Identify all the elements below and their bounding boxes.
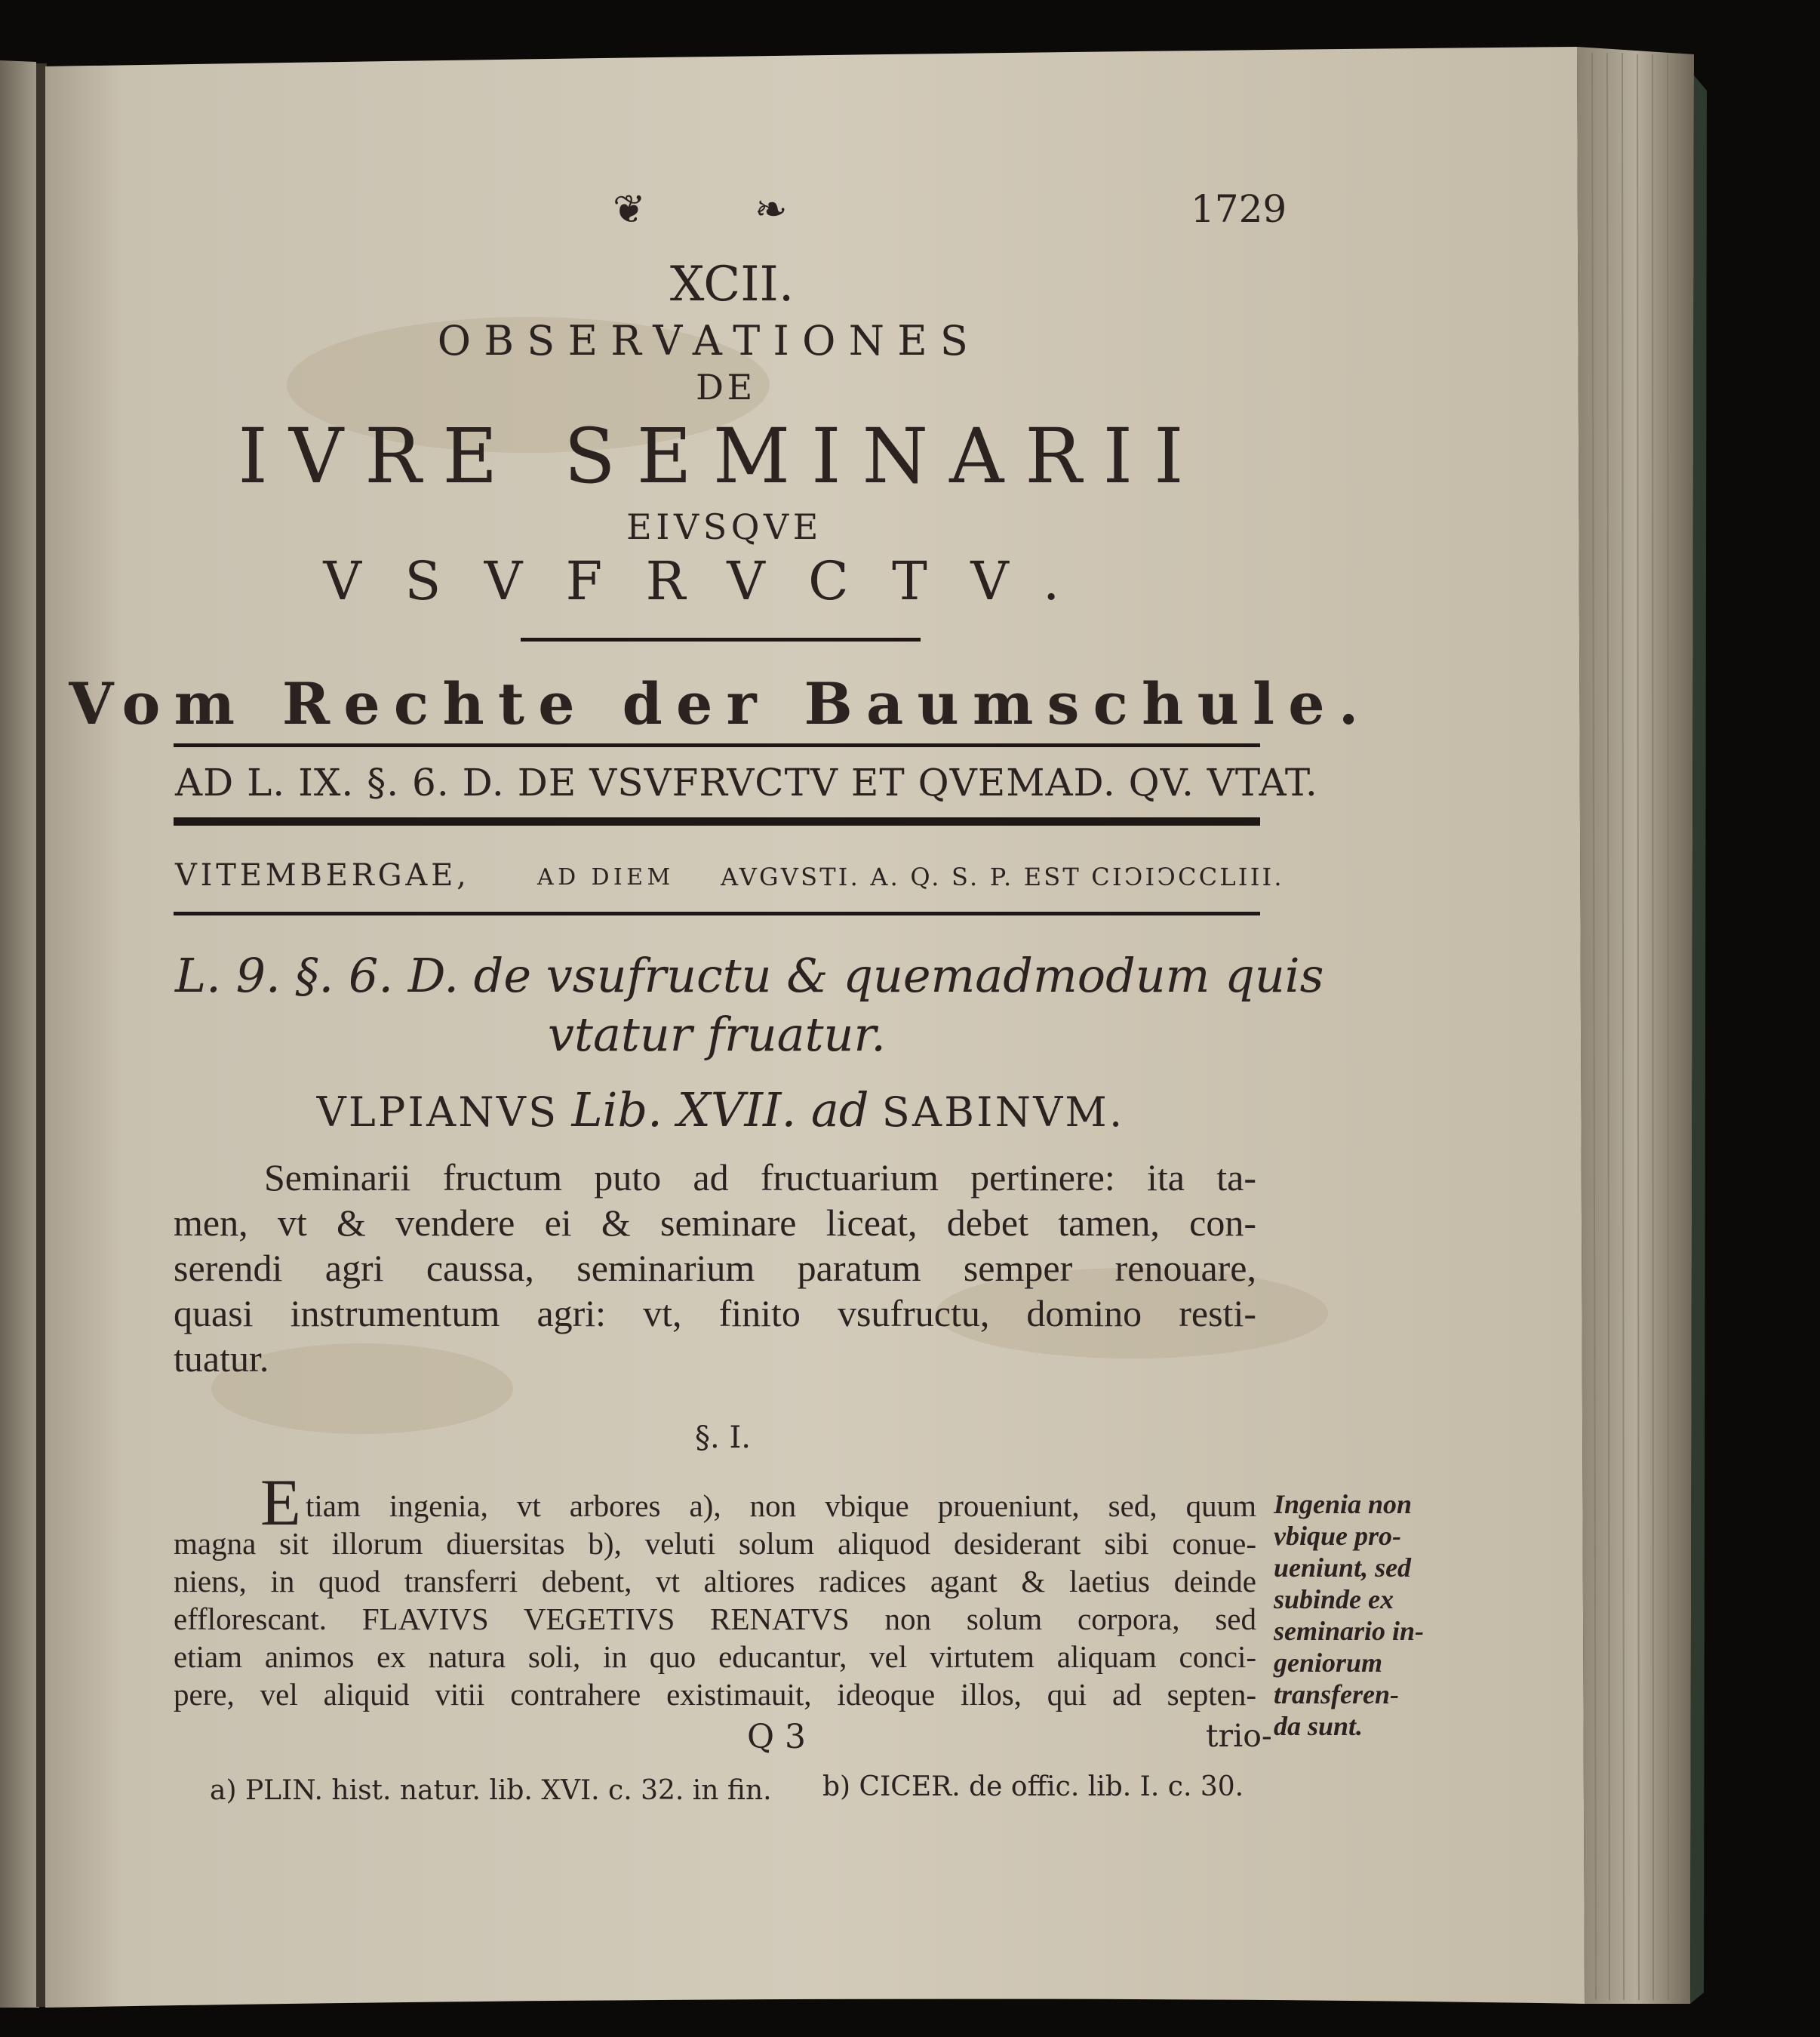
footnote-a: a) PLIN. hist. natur. lib. XVI. c. 32. in fin. (210, 1775, 772, 1806)
lex-title-line-1: L. 9. §. 6. D. de vsufructu & quemadmodum quis (175, 948, 1324, 1003)
signature-mark: Q 3 (747, 1718, 807, 1756)
lex-text-line: serendi agri caussa, seminarium paratum semper renouare, (174, 1247, 1256, 1289)
date-line: AVGVSTI. A. Q. S. P. EST CIↃIↃCCLIII. (721, 863, 1284, 891)
marginal-note-line: seminario in- (1274, 1616, 1425, 1646)
page-number: 1729 (1191, 187, 1287, 231)
ad-diem: AD DIEM (537, 864, 675, 891)
marginal-note-line: Ingenia non (1274, 1489, 1413, 1519)
footnote-b: b) CICER. de offic. lib. I. c. 30. (822, 1771, 1244, 1802)
author-book: Lib. XVII. ad (571, 1082, 869, 1137)
section-text-line: niens, in quod transferri debent, vt altiores radices agant & laetius deinde (174, 1564, 1256, 1599)
ornament-left-icon: ❦ (613, 187, 646, 232)
section-mark: §. I. (695, 1420, 751, 1455)
place-name: VITEMBERGAE, (175, 858, 470, 893)
lex-text-line: men, vt & vendere ei & seminare liceat, debet tamen, con- (174, 1202, 1256, 1244)
left-page (0, 60, 39, 2008)
author-sabinum: SABINVM. (881, 1088, 1125, 1136)
lex-text-line: quasi instrumentum agri: vt, finito vsufructu, domino resti- (174, 1292, 1256, 1334)
heading-observationes: OBSERVATIONES (437, 317, 982, 365)
ad-line: AD L. IX. §. 6. D. DE VSVFRVCTV ET QVEMAD. QV. VTAT. (175, 761, 1318, 805)
rule-bottom (174, 912, 1260, 915)
section-text-line: tiam ingenia, vt arbores a), non vbique proueniunt, sed, quum (306, 1488, 1256, 1523)
section-text-line: magna sit illorum diuersitas b), veluti solum aliquod desiderant sibi conue- (174, 1526, 1256, 1561)
author-name: VLPIANVS (316, 1088, 559, 1136)
author-line (316, 1082, 1125, 1137)
heading-eivsque: EIVSQVE (626, 506, 822, 547)
marginal-note-line: geniorum (1274, 1648, 1383, 1678)
ornament-right-icon: ❧ (755, 187, 788, 232)
catchword: trio- (1206, 1718, 1272, 1754)
marginal-note-line: subinde ex (1274, 1584, 1394, 1614)
lex-text-line: tuatur. (174, 1337, 269, 1380)
short-rule (521, 638, 921, 642)
german-title: Vom Rechte der Baumschule. (69, 670, 1373, 737)
heading-ivre-seminarii: IVRE SEMINARII (238, 412, 1205, 500)
marginal-note-line: vbique pro- (1274, 1521, 1401, 1551)
rule-thick (174, 817, 1260, 826)
heading-de: DE (696, 367, 756, 408)
section-text-line: pere, vel aliquid vitii contrahere existimauit, ideoque illos, qui ad septen- (174, 1677, 1256, 1712)
lex-text-line: Seminarii fructum puto ad fructuarium pertinere: ita ta- (264, 1156, 1256, 1199)
drop-cap: E (260, 1466, 301, 1540)
lex-text (174, 1156, 1256, 1385)
marginal-note-line: da sunt. (1274, 1711, 1363, 1741)
section-text (174, 1488, 1256, 1732)
section-text-line: etiam animos ex natura soli, in quo educantur, vel virtutem aliquam conci- (174, 1639, 1256, 1674)
marginal-note-line: transferen- (1274, 1679, 1400, 1709)
section-text-line: efflorescant. FLAVIVS VEGETIVS RENATVS non solum corpora, sed (174, 1602, 1256, 1636)
lex-title-line-2: vtatur fruatur. (548, 1007, 886, 1062)
rule-top (174, 743, 1260, 747)
heading-vsvfrvctv: VSVFRVCTV. (323, 550, 1103, 612)
marginal-note-line: ueniunt, sed (1274, 1552, 1412, 1583)
chapter-numeral: XCII. (669, 257, 795, 312)
